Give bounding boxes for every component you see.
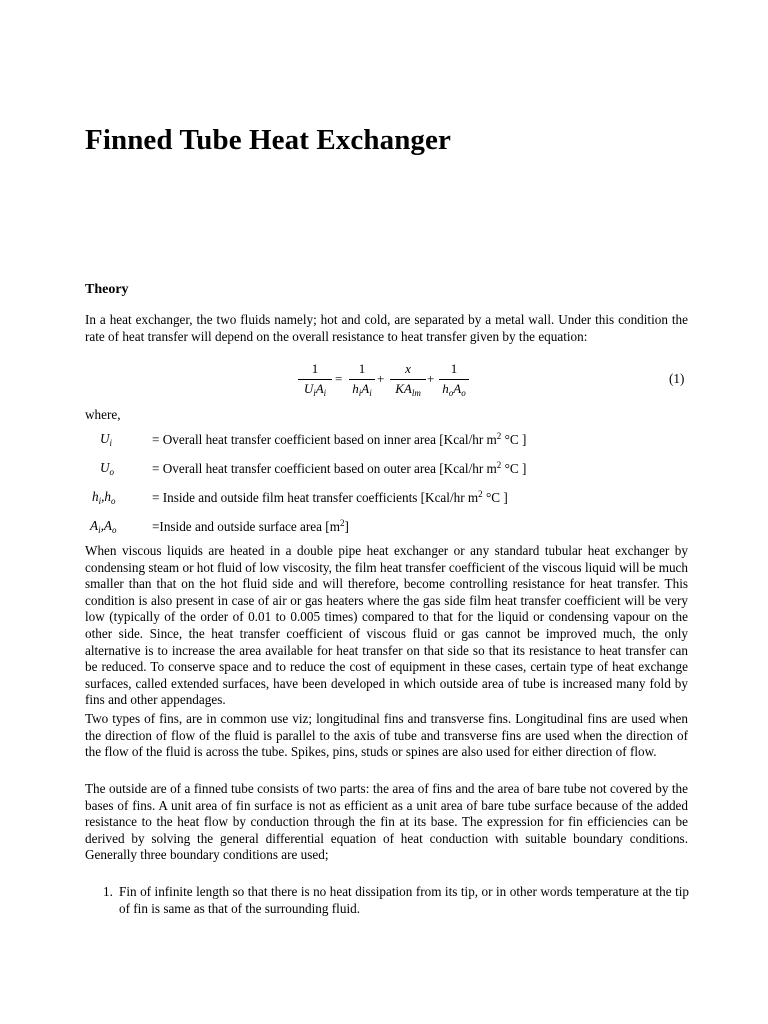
definition-symbol: $U_i$ <box>100 431 113 448</box>
equation-term3-numerator: 1 <box>450 361 458 376</box>
equation-lhs-numerator: 1 <box>311 361 319 376</box>
definition-symbol: $h_i,h_o$ <box>92 489 116 506</box>
equation-lhs-denominator: $U_iA_i$ <box>303 381 327 398</box>
definition-text: =Inside and outside surface area $[m^2]$ <box>152 518 349 534</box>
equation-equals: = <box>335 371 343 386</box>
equation-number: (1) <box>669 371 685 386</box>
list-item-number: 1. <box>103 884 113 899</box>
body-paragraph: The outside are of a finned tube consists of two parts: the area of fins and the area of bare tube not covered by the bases of fins. A unit area of fin surface is not as efficient as a unit area of bare tube surface because of the added resistance to the heat flow by conduction through the fin at its base. The expression for fin efficiencies can be derived by solving the general differential equation of heat conduction with suitable boundary conditions. Generally three boundary conditions are used; <box>85 781 688 863</box>
definition-symbol: $U_o$ <box>100 460 115 477</box>
definition-symbol: $A_i,A_o$ <box>90 518 117 535</box>
equation-term1-numerator: 1 <box>358 361 366 376</box>
definition-text: = Overall heat transfer coefficient based on inner area [Kcal/hr $m^2$ °C ] <box>152 431 527 447</box>
body-paragraph: Two types of fins, are in common use viz; longitudinal fins and transverse fins. Longitudinal fins are used when the direction of flow of the fluid is parallel to the axis of tube and transverse fins are used when the direction of the flow of the fluid is across the tube. Spikes, pins, studs or spines are also used for either direction of flow. <box>85 711 688 760</box>
body-paragraph: When viscous liquids are heated in a double pipe heat exchanger or any standard tubular heat exchanger by condensing steam or hot fluid of low viscosity, the film heat transfer coefficient of the viscous liquid will be much smaller than that on the hot fluid side and will therefore, become controlling resistance for heat transfer. This condition is also present in case of air or gas heaters where the gas side film heat transfer coefficient will be very low (typically of the order of 0.01 to 0.005 times) compared to that for the liquid or condensing vapour on the other side. Since, the heat transfer coefficient of viscous fluid or gas cannot be improved much, the only alternative is to increase the area available for heat transfer on that side so that its resistance to heat transfer can be reduced. To conserve space and to reduce the cost of equipment in these cases, certain type of heat exchange surfaces, called extended surfaces, have been developed in which outside area of tube is increased many fold by fins and other appendages. <box>85 543 688 708</box>
where-label: where, <box>85 407 121 422</box>
equation-term2-numerator: x <box>405 361 411 376</box>
equation-plus-1: + <box>377 371 385 386</box>
definition-text: = Inside and outside film heat transfer coefficients [Kcal/hr $m^2$ °C ] <box>152 489 508 505</box>
equation-term3-denominator: $h_oA_o$ <box>442 381 466 398</box>
intro-paragraph: In a heat exchanger, the two fluids namely; hot and cold, are separated by a metal wall. Under this condition the rate of heat transfer will depend on the overall resistance to heat transfer given by the equation: <box>85 312 688 344</box>
section-heading: Theory <box>85 282 129 297</box>
page-title: Finned Tube Heat Exchanger <box>85 124 451 156</box>
equation-term2-denominator: $KA_{lm}$ <box>395 381 421 398</box>
equation-plus-2: + <box>427 371 435 386</box>
equation-term1-denominator: $h_iA_i$ <box>352 381 372 398</box>
definition-text: = Overall heat transfer coefficient based on outer area [Kcal/hr $m^2$ °C ] <box>152 460 527 476</box>
list-item: Fin of infinite length so that there is no heat dissipation from its tip, or in other words temperature at the tip of fin is same as that of the surrounding fluid. <box>119 884 689 916</box>
